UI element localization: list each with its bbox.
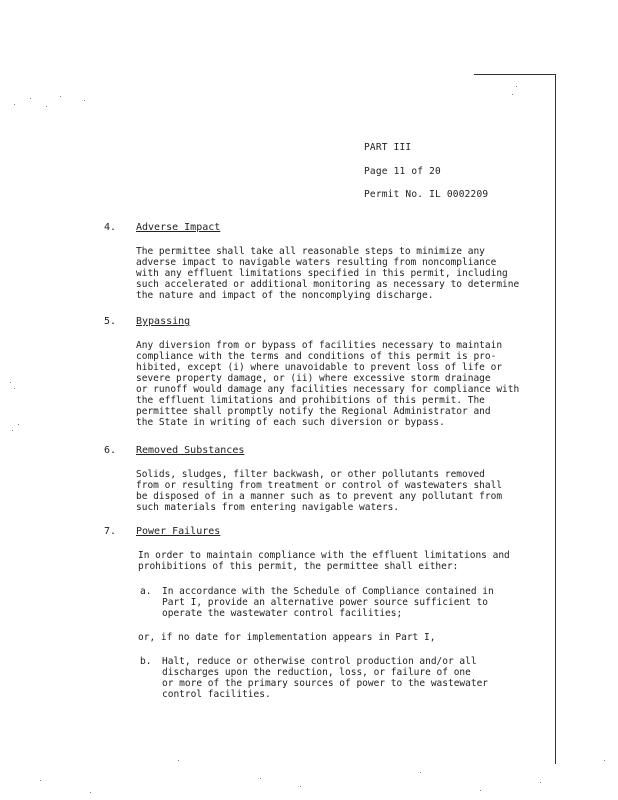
text-line: prohibitions of this permit, the permittee shall either: (138, 561, 459, 572)
text-line: permittee shall promptly notify the Regional Administrator and (136, 406, 491, 417)
text-line: or more of the primary sources of power to the wastewater (162, 678, 489, 689)
text-line: Solids, sludges, filter backwash, or other pollutants removed (136, 469, 485, 480)
section-4-title: Adverse Impact (136, 222, 221, 233)
text-line: with any effluent limitations specified in this permit, including (136, 268, 508, 279)
or-clause (138, 632, 435, 643)
text-line: Any diversion from or bypass of facilities necessary to maintain (136, 340, 503, 351)
text-line: from or resulting from treatment or control of wastewaters shall (136, 480, 503, 491)
section-4-body (136, 246, 519, 301)
text-line: Part I, provide an alternative power source sufficient to (162, 597, 489, 608)
section-6-title: Removed Substances (136, 445, 245, 456)
corner-rule-horizontal (474, 74, 556, 75)
text-line: The permittee shall take all reasonable steps to minimize any (136, 246, 485, 257)
text-line: the nature and impact of the noncomplying discharge. (136, 290, 434, 301)
text-line: control facilities. (162, 689, 271, 700)
section-5-number: 5. (104, 316, 117, 327)
text-line: or runoff would damage any facilities necessary for compliance with (136, 384, 520, 395)
item-a-label: a. (140, 586, 152, 597)
text-line: adverse impact to navigable waters resulting from noncompliance (136, 257, 497, 268)
text-line: such accelerated or additional monitoring as necessary to determine (136, 279, 520, 290)
item-a-body (162, 586, 494, 619)
text-line: In accordance with the Schedule of Compliance contained in (162, 586, 494, 597)
text-line: be disposed of in a manner such as to prevent any pollutant from (136, 491, 503, 502)
section-7-number: 7. (104, 526, 117, 537)
corner-rule-vertical (555, 74, 556, 764)
text-line: the State in writing of each such diversion or bypass. (136, 417, 445, 428)
permit-number: Permit No. IL 0002209 (364, 189, 489, 200)
text-line: compliance with the terms and conditions of this permit is pro- (136, 351, 497, 362)
item-b-body (162, 656, 488, 700)
part-label: PART III (364, 142, 412, 153)
text-line: such materials from entering navigable waters. (136, 502, 400, 513)
section-5-body (136, 340, 519, 428)
section-7-body (138, 550, 510, 572)
section-4-number: 4. (104, 222, 117, 233)
text-line: discharges upon the reduction, loss, or failure of one (162, 667, 471, 678)
section-5-title: Bypassing (136, 316, 191, 327)
item-b-label: b. (140, 656, 152, 667)
page-number: Page 11 of 20 (364, 166, 441, 177)
text-line: In order to maintain compliance with the effluent limitations and (138, 550, 510, 561)
text-line: operate the wastewater control facilities; (162, 608, 403, 619)
section-6-body (136, 469, 502, 513)
section-6-number: 6. (104, 445, 117, 456)
section-7-title: Power Failures (136, 526, 221, 537)
text-line: or, if no date for implementation appears in Part I, (138, 632, 436, 643)
text-line: hibited, except (i) where unavoidable to prevent loss of life or (136, 362, 503, 373)
text-line: Halt, reduce or otherwise control production and/or all (162, 656, 477, 667)
text-line: the effluent limitations and prohibitions of this permit. The (136, 395, 485, 406)
text-line: severe property damage, or (ii) where excessive storm drainage (136, 373, 491, 384)
